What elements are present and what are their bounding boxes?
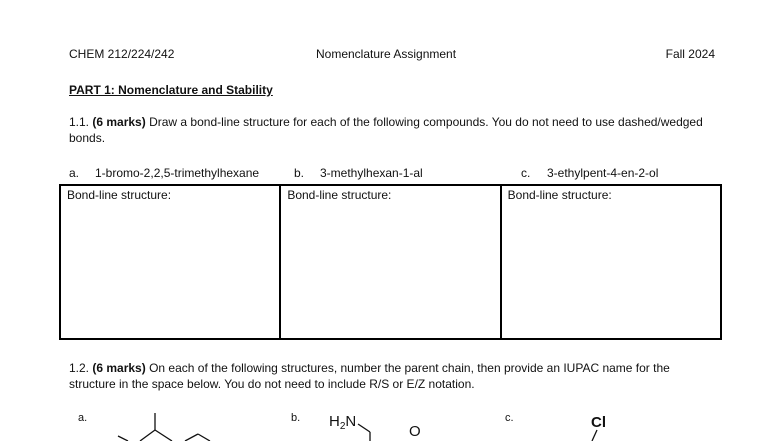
question-marks: (6 marks) <box>92 361 146 375</box>
structure-letter-a: a. <box>78 412 88 424</box>
compound-name: 1-bromo-2,2,5-trimethylhexane <box>95 166 260 180</box>
compound-name: 3-ethylpent-4-en-2-ol <box>547 166 659 180</box>
answer-box-label: Bond-line structure: <box>287 188 392 202</box>
structure-letter-b: b. <box>291 412 301 424</box>
answer-box-label: Bond-line structure: <box>507 188 612 202</box>
amine-label: $H_2N$ <box>329 413 357 432</box>
structure-letter-c: c. <box>505 412 514 424</box>
compound-name: 3-methylhexan-1-al <box>320 166 423 180</box>
header-course: CHEM 212/224/242 <box>69 47 175 61</box>
structure-c <box>591 414 606 441</box>
structure-a <box>118 413 210 441</box>
compound-letter: a. <box>69 166 80 180</box>
structure-b <box>329 413 421 441</box>
question-marks: (6 marks) <box>92 115 146 129</box>
question-text: On each of the following structures, number the parent chain, then provide an IUPAC name for the structure in the space below. You do not need to include R/S or E/Z notation. <box>69 361 670 391</box>
question-text: Draw a bond-line structure for each of the following compounds. You do not need to use dashed/wedged bonds. <box>69 115 703 145</box>
part-title: PART 1: Nomenclature and Stability <box>69 83 273 97</box>
question-number: 1.1. <box>69 115 90 129</box>
header-title: Nomenclature Assignment <box>316 47 457 61</box>
header-term: Fall 2024 <box>665 47 715 61</box>
answer-box-label: Bond-line structure: <box>67 188 172 202</box>
oxygen-label: O <box>409 423 421 440</box>
compound-letter: b. <box>294 166 305 180</box>
question-number: 1.2. <box>69 361 90 375</box>
chlorine-label: Cl <box>591 414 606 431</box>
compound-letter: c. <box>521 166 531 180</box>
